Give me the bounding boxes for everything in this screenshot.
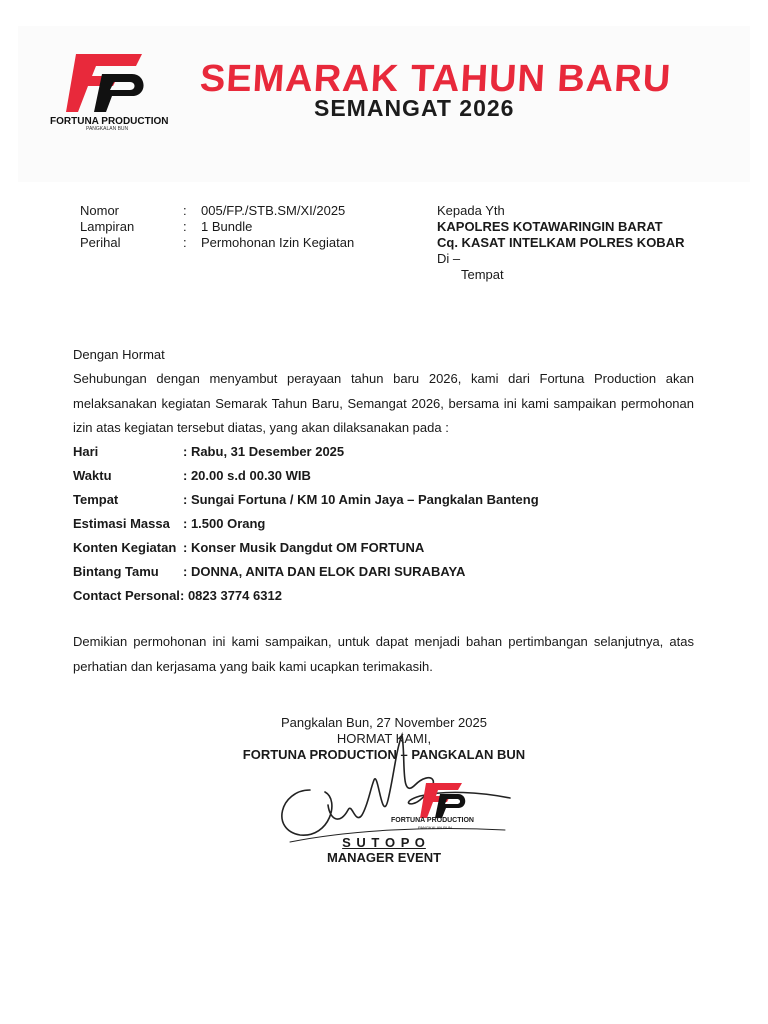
- stamp-name: FORTUNA PRODUCTION: [391, 817, 474, 824]
- recipient-di: Di –: [437, 251, 461, 266]
- detail-label-tempat: Tempat: [73, 492, 119, 507]
- recipient-greeting: Kepada Yth: [437, 203, 505, 218]
- meta-label-perihal: Perihal: [80, 235, 121, 250]
- regards: HORMAT KAMI,: [336, 731, 432, 746]
- detail-value-contact: : 0823 3774 6312: [180, 588, 282, 603]
- recipient-cq: Cq. KASAT INTELKAM POLRES KOBAR: [437, 235, 685, 250]
- recipient-name: KAPOLRES KOTAWARINGIN BARAT: [437, 219, 663, 234]
- recipient-place: Tempat: [461, 267, 504, 282]
- meta-label-lampiran: Lampiran: [80, 219, 135, 234]
- intro-paragraph: Sehubungan dengan menyambut perayaan tahun baru 2026, kami dari Fortuna Production akan melaksanakan kegiatan Semarak Tahun Baru, Semangat 2026, bersama ini kami sampaikan permohonan izin atas kegiatan tersebut diatas, yang akan dilaksanakan pada :: [73, 371, 694, 435]
- stamp-subtitle: PANGKALAN BUN: [418, 825, 452, 830]
- detail-label-waktu: Waktu: [73, 468, 112, 483]
- detail-value-waktu: : 20.00 s.d 00.30 WIB: [183, 468, 311, 483]
- signer-title: MANAGER EVENT: [326, 850, 442, 865]
- place-date: Pangkalan Bun, 27 November 2025: [281, 715, 487, 730]
- organization: FORTUNA PRODUCTION – PANGKALAN BUN: [242, 747, 526, 762]
- meta-value-perihal: Permohonan Izin Kegiatan: [201, 235, 355, 250]
- meta-value-lampiran: 1 Bundle: [201, 219, 253, 234]
- detail-label-hari: Hari: [73, 444, 99, 459]
- brand-name: FORTUNA PRODUCTION: [50, 116, 169, 127]
- fortuna-logo-icon: [66, 50, 148, 116]
- detail-value-bintang: : DONNA, ANITA DAN ELOK DARI SURABAYA: [183, 564, 466, 579]
- detail-value-konten: : Konser Musik Dangdut OM FORTUNA: [183, 540, 425, 555]
- signer-name: S U T O P O: [342, 835, 426, 850]
- meta-label-nomor: Nomor: [80, 203, 120, 218]
- detail-value-hari: : Rabu, 31 Desember 2025: [183, 444, 345, 459]
- detail-value-tempat: : Sungai Fortuna / KM 10 Amin Jaya – Pangkalan Banteng: [183, 492, 539, 507]
- meta-sep: :: [183, 235, 187, 250]
- detail-label-estimasi: Estimasi Massa: [73, 516, 170, 531]
- event-subtitle: SEMANGAT 2026: [314, 95, 515, 121]
- greeting: Dengan Hormat: [73, 347, 165, 362]
- detail-label-contact: Contact Personal: [73, 588, 180, 603]
- brand-subtitle: PANGKALAN BUN: [86, 126, 129, 132]
- event-title: SEMARAK TAHUN BARU: [198, 58, 673, 100]
- meta-sep: :: [183, 203, 187, 218]
- detail-label-konten: Konten Kegiatan: [73, 540, 177, 555]
- meta-value-nomor: 005/FP./STB.SM/XI/2025: [201, 203, 346, 218]
- meta-sep: :: [183, 219, 187, 234]
- detail-label-bintang: Bintang Tamu: [73, 564, 159, 579]
- closing-paragraph: Demikian permohonan ini kami sampaikan, untuk dapat menjadi bahan pertimbangan selanjutnya, atas perhatian dan kerjasama yang baik kami ucapkan terimakasih.: [73, 634, 694, 674]
- signature-mark-icon: [270, 730, 520, 850]
- detail-value-estimasi: : 1.500 Orang: [183, 516, 266, 531]
